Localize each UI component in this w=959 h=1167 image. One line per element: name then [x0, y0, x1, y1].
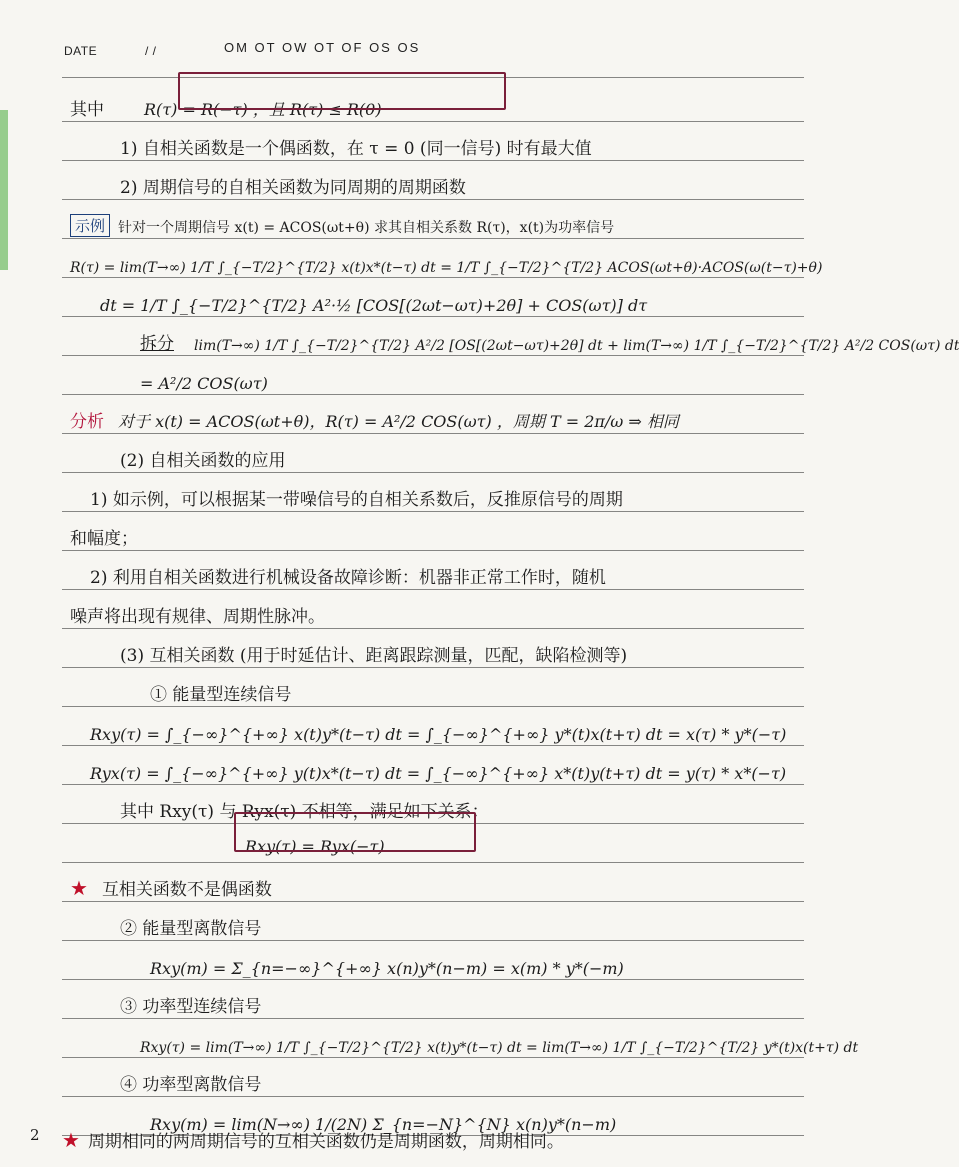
note-line-8 — [140, 359, 804, 393]
star-icon: ★ — [70, 876, 88, 900]
note-text-12: 和幅度； — [70, 529, 138, 549]
page-number: 2 — [30, 1126, 40, 1144]
formula-8: = A²/2 COS(ωτ) — [140, 374, 268, 393]
note-text-13: 2) 利用自相关函数进行机械设备故障诊断：机器非正常工作时，随机 — [90, 568, 606, 588]
note-text-19: 其中 Rxy(τ) 与 Ryx(τ) 不相等，满足如下关系： — [120, 802, 489, 822]
note-text-3: 2) 周期信号的自相关函数为同周期的周期函数 — [120, 178, 466, 198]
note-line-21 — [70, 866, 804, 900]
star-icon: ★ — [62, 1128, 80, 1152]
note-line-18 — [90, 749, 804, 783]
note-text-10: (2) 自相关函数的应用 — [120, 451, 286, 471]
formula-6: dt = 1/T ∫_{−T/2}^{T/2} A²·½ [COS[(2ωt−ωτ)+2θ] + COS(ωτ)] dτ — [100, 296, 648, 315]
note-line-7 — [140, 320, 959, 354]
note-line-16 — [70, 671, 804, 705]
date-label: DATE — [64, 44, 98, 58]
prefix-qizhong: 其中 — [70, 100, 104, 120]
page-header — [64, 40, 421, 58]
formula-9: 对于 x(t) = ACOS(ωt+θ)，R(τ) = A²/2 COS(ωτ) ，周期 T = 2π/ω ⇒ 相同 — [118, 412, 679, 431]
note-text-2: 1) 自相关函数是一个偶函数，在 τ = 0 (同一信号) 时有最大值 — [120, 139, 592, 159]
note-line-3 — [70, 164, 804, 198]
note-line-26 — [70, 1061, 804, 1095]
note-line-5 — [70, 242, 823, 276]
prefix-analysis: 分析 — [70, 412, 104, 432]
note-line-24 — [70, 983, 804, 1017]
note-line-14 — [70, 593, 804, 627]
formula-17: Rxy(τ) = ∫_{−∞}^{+∞} x(t)y*(t−τ) dt = ∫_{−∞}^{+∞} y*(t)x(t+τ) dt = x(τ) * y*(−τ) — [90, 725, 787, 744]
note-line-6 — [100, 281, 804, 315]
note-text-11: 1) 如示例，可以根据某一带噪信号的自相关系数后，反推原信号的周期 — [90, 490, 623, 510]
note-line-13 — [70, 554, 804, 588]
note-line-2 — [70, 125, 804, 159]
formula-5: R(τ) = lim(T→∞) 1/T ∫_{−T/2}^{T/2} x(t)x*(t−τ) dt = 1/T ∫_{−T/2}^{T/2} ACOS(ωt+θ)·ACOS(ω(t−τ)+θ) — [70, 260, 823, 276]
autocorr-property-formula: R(τ) = R(−τ) ，且 R(τ) ≤ R(0) — [144, 100, 382, 119]
note-line-15 — [70, 632, 804, 666]
formula-23: Rxy(m) = Σ_{n=−∞}^{+∞} x(n)y*(n−m) = x(m) * y*(−m) — [150, 959, 624, 978]
note-line-25 — [140, 1022, 859, 1056]
note-line-9 — [70, 398, 804, 432]
note-text-21: 互相关函数不是偶函数 — [101, 880, 272, 900]
date-value: / / — [144, 44, 157, 58]
highlight-box-2 — [234, 812, 476, 852]
note-line-23 — [150, 944, 804, 978]
note-line-28 — [62, 1118, 804, 1152]
note-line-17 — [90, 710, 804, 744]
note-text-16: ① 能量型连续信号 — [150, 685, 292, 705]
header-codes: OM OT OW OT OF OS OS — [224, 40, 421, 55]
note-line-10 — [70, 437, 804, 471]
note-text-24: ③ 功率型连续信号 — [120, 997, 262, 1017]
formula-27: Rxy(m) = lim(N→∞) 1/(2N) Σ_{n=−N}^{N} x(n)y*(n−m) — [150, 1115, 617, 1134]
formula-25: Rxy(τ) = lim(T→∞) 1/T ∫_{−T/2}^{T/2} x(t)y*(t−τ) dt = lim(T→∞) 1/T ∫_{−T/2}^{T/2} y*(t)x(t+τ) dt — [140, 1040, 859, 1056]
formula-20: Rxy(τ) = Ryx(−τ) — [245, 837, 385, 856]
note-text-4: 针对一个周期信号 x(t) = ACOS(ωt+θ) 求其自相关系数 R(τ)，x(t)为功率信号 — [118, 220, 615, 236]
highlight-box-1 — [178, 72, 506, 110]
example-tag: 示例 — [70, 214, 110, 237]
note-text-15: (3) 互相关函数 (用于时延估计、距离跟踪测量，匹配，缺陷检测等) — [120, 646, 628, 666]
note-text-26: ④ 功率型离散信号 — [120, 1075, 262, 1095]
note-text-28: 周期相同的两周期信号的互相关函数仍是周期函数，周期相同。 — [87, 1132, 564, 1152]
margin-tab — [0, 110, 8, 270]
prefix-split: 拆分 — [140, 334, 174, 354]
note-line-22 — [70, 905, 804, 939]
note-line-12 — [70, 515, 804, 549]
formula-18: Ryx(τ) = ∫_{−∞}^{+∞} y(t)x*(t−τ) dt = ∫_{−∞}^{+∞} x*(t)y(t+τ) dt = y(τ) * x*(−τ) — [90, 764, 787, 783]
formula-7: lim(T→∞) 1/T ∫_{−T/2}^{T/2} A²/2 [OS[(2ωt−ωτ)+2θ] dt + lim(T→∞) 1/T ∫_{−T/2}^{T/2} A²/2 COS(ωτ) dt — [194, 338, 959, 354]
note-text-22: ② 能量型离散信号 — [120, 919, 262, 939]
note-line-4 — [70, 203, 804, 237]
note-line-11 — [70, 476, 804, 510]
note-text-14: 噪声将出现有规律、周期性脉冲。 — [70, 607, 325, 627]
